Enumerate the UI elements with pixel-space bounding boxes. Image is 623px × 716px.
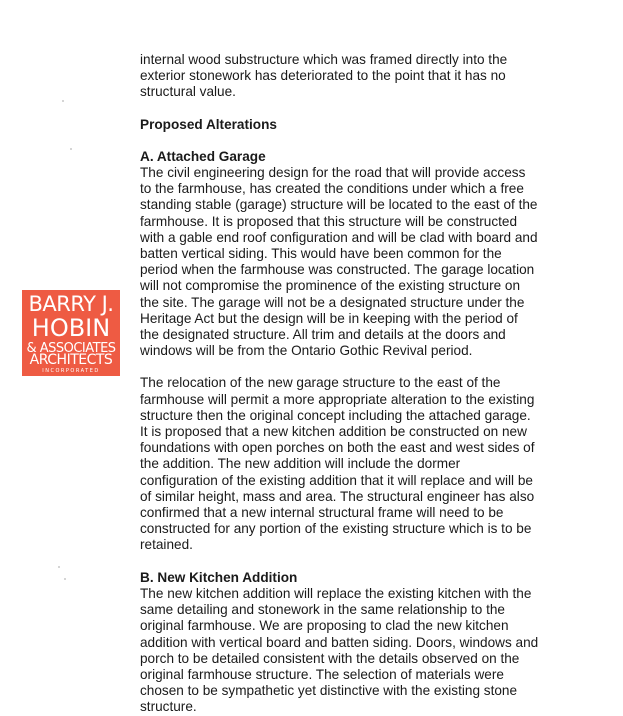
scan-speck — [70, 148, 72, 150]
scan-speck — [58, 566, 60, 568]
document-body — [140, 52, 540, 716]
kitchen-paragraph: The new kitchen addition will replace the existing kitchen with the same detailing and stonework in the same relationship to the original farmhouse. We are proposing to clad the new kitchen addition with vertical board and batten siding. Doors, windows and porch to be detailed consistent with the details observed on the original farmhouse structure. The selection of materials were chosen to be sympathetic yet distinctive with the existing stone structure. — [140, 585, 539, 715]
scan-speck — [62, 100, 64, 102]
logo-line-name: BARRY J. — [28, 292, 114, 316]
continuation-paragraph: internal wood substructure which was framed directly into the exterior stonework has deteriorated to the point that it has no structural value. — [140, 52, 508, 100]
garage-heading: A. Attached Garage — [140, 148, 266, 164]
section-heading: Proposed Alterations — [140, 116, 277, 132]
scan-speck — [64, 578, 66, 580]
logo-line-architects: ARCHITECTS — [29, 352, 113, 368]
logo-line-surname: HOBIN — [31, 314, 111, 342]
logo-line-incorporated: INCORPORATED — [42, 368, 100, 374]
firm-logo — [22, 290, 120, 376]
kitchen-heading: B. New Kitchen Addition — [140, 569, 298, 585]
logo-line-associates: & ASSOCIATES — [26, 341, 116, 356]
relocation-paragraph: The relocation of the new garage structure to the east of the farmhouse will permit a more appropriate alteration to the existing structure then the original concept including the attached garage. It is proposed that a new kitchen addition be constructed on new foundations with open porches on both the east and west sides of the addition. The new addition will include the dormer configuration of the existing addition that it will replace and will be of similar height, mass and area. The structural engineer has also confirmed that a new internal structural frame will need to be constructed for any portion of the existing structure which is to be retained. — [140, 375, 535, 553]
garage-paragraph: The civil engineering design for the road that will provide access to the farmhouse, has created the conditions under which a free standing stable (garage) structure will be located to the east of the farmhouse. It is proposed that this structure will be constructed with a gable end roof configuration and will be clad with board and batten vertical siding. This would have been common for the period when the farmhouse was constructed. The garage location will not compromise the prominence of the existing structure on the site. The garage will not be a designated structure under the Heritage Act but the design will be in keeping with the period of the designated structure. All trim and details at the doors and windows will be from the Ontario Gothic Revival period. — [140, 165, 538, 359]
